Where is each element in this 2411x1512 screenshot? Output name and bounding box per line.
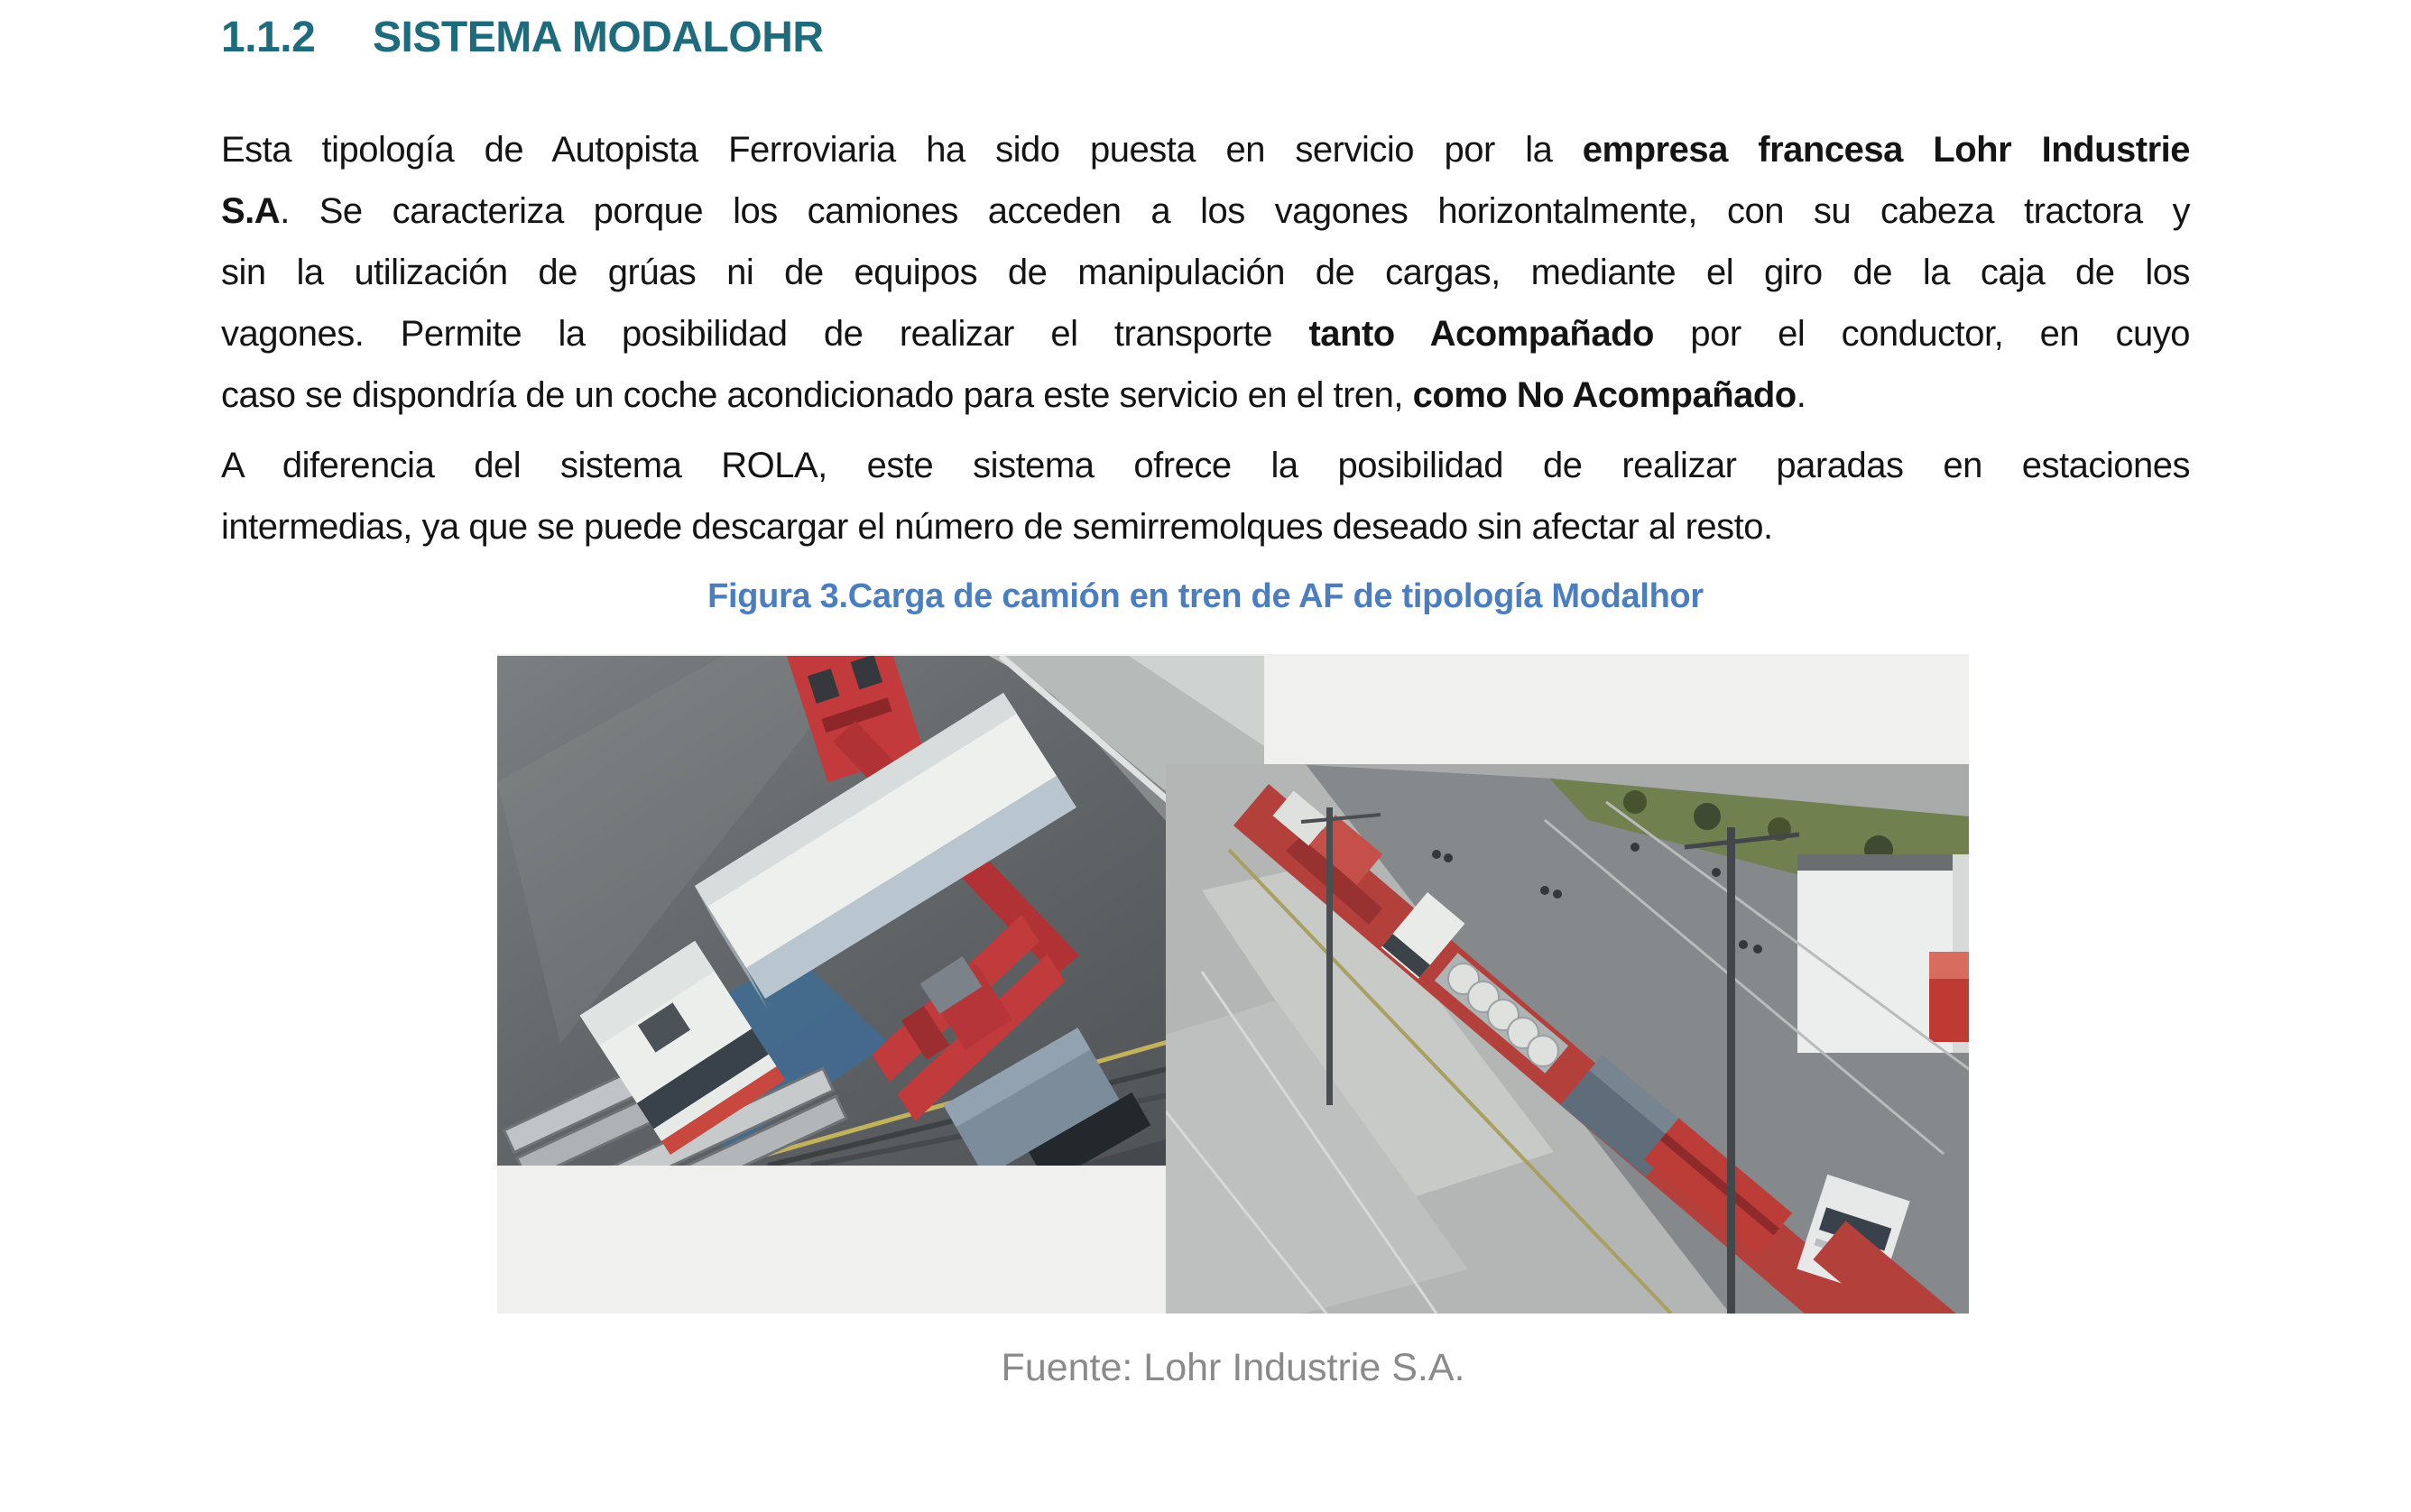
bold-text-segment: empresa francesa Lohr Industrie: [1582, 130, 2190, 170]
section-heading: [221, 13, 824, 62]
paragraph: [221, 435, 2190, 558]
text-line: [221, 119, 2190, 180]
bold-text-segment: como No Acompañado: [1412, 375, 1797, 415]
text-segment: Esta tipología de Autopista Ferroviaria ha sido puesta en servicio por la: [221, 130, 1583, 170]
text-segment: vagones. Permite la posibilidad de realizar el transporte: [221, 314, 1309, 354]
text-segment: A diferencia del sistema ROLA, este sistema ofrece la posibilidad de realizar paradas en estaciones: [221, 446, 2190, 485]
terminal-scene: [1166, 764, 1969, 1314]
section-title: SISTEMA MODALOHR: [373, 14, 824, 61]
figure-source: Fuente: Lohr Industrie S.A.: [1001, 1346, 1465, 1389]
text-segment: . Se caracteriza porque los camiones acceden a los vagones horizontalmente, con su cabeza tractora y: [280, 191, 2190, 231]
text-segment: sin la utilización de grúas ni de equipos de manipulación de cargas, mediante el giro de la caja de los: [221, 253, 2190, 292]
text-line: [221, 364, 2190, 426]
bold-text-segment: S.A: [221, 191, 281, 231]
bold-text-segment: tanto Acompañado: [1308, 314, 1654, 354]
text-line: [221, 180, 2190, 242]
red-truck: [1929, 952, 1969, 1042]
figure-photo-right: [1166, 764, 1969, 1314]
text-line: [221, 435, 2190, 496]
body-paragraphs: [221, 119, 2190, 567]
text-line: [221, 303, 2190, 364]
truck-loading-scene: [497, 656, 1264, 1166]
text-line: [221, 242, 2190, 303]
text-segment: .: [1796, 375, 1806, 415]
section-number: 1.1.2: [221, 14, 316, 61]
figure-caption: Figura 3.Carga de camión en tren de AF de tipología Modalhor: [707, 577, 1704, 615]
figure-photo-left: [497, 656, 1264, 1166]
text-segment: intermedias, ya que se puede descargar el número de semirremolques deseado sin afectar al resto.: [221, 507, 1773, 547]
text-segment: por el conductor, en cuyo: [1653, 314, 2191, 354]
paragraph: [221, 119, 2190, 426]
text-segment: caso se dispondría de un coche acondicionado para este servicio en el tren,: [221, 375, 1413, 415]
text-line: [221, 496, 2190, 558]
